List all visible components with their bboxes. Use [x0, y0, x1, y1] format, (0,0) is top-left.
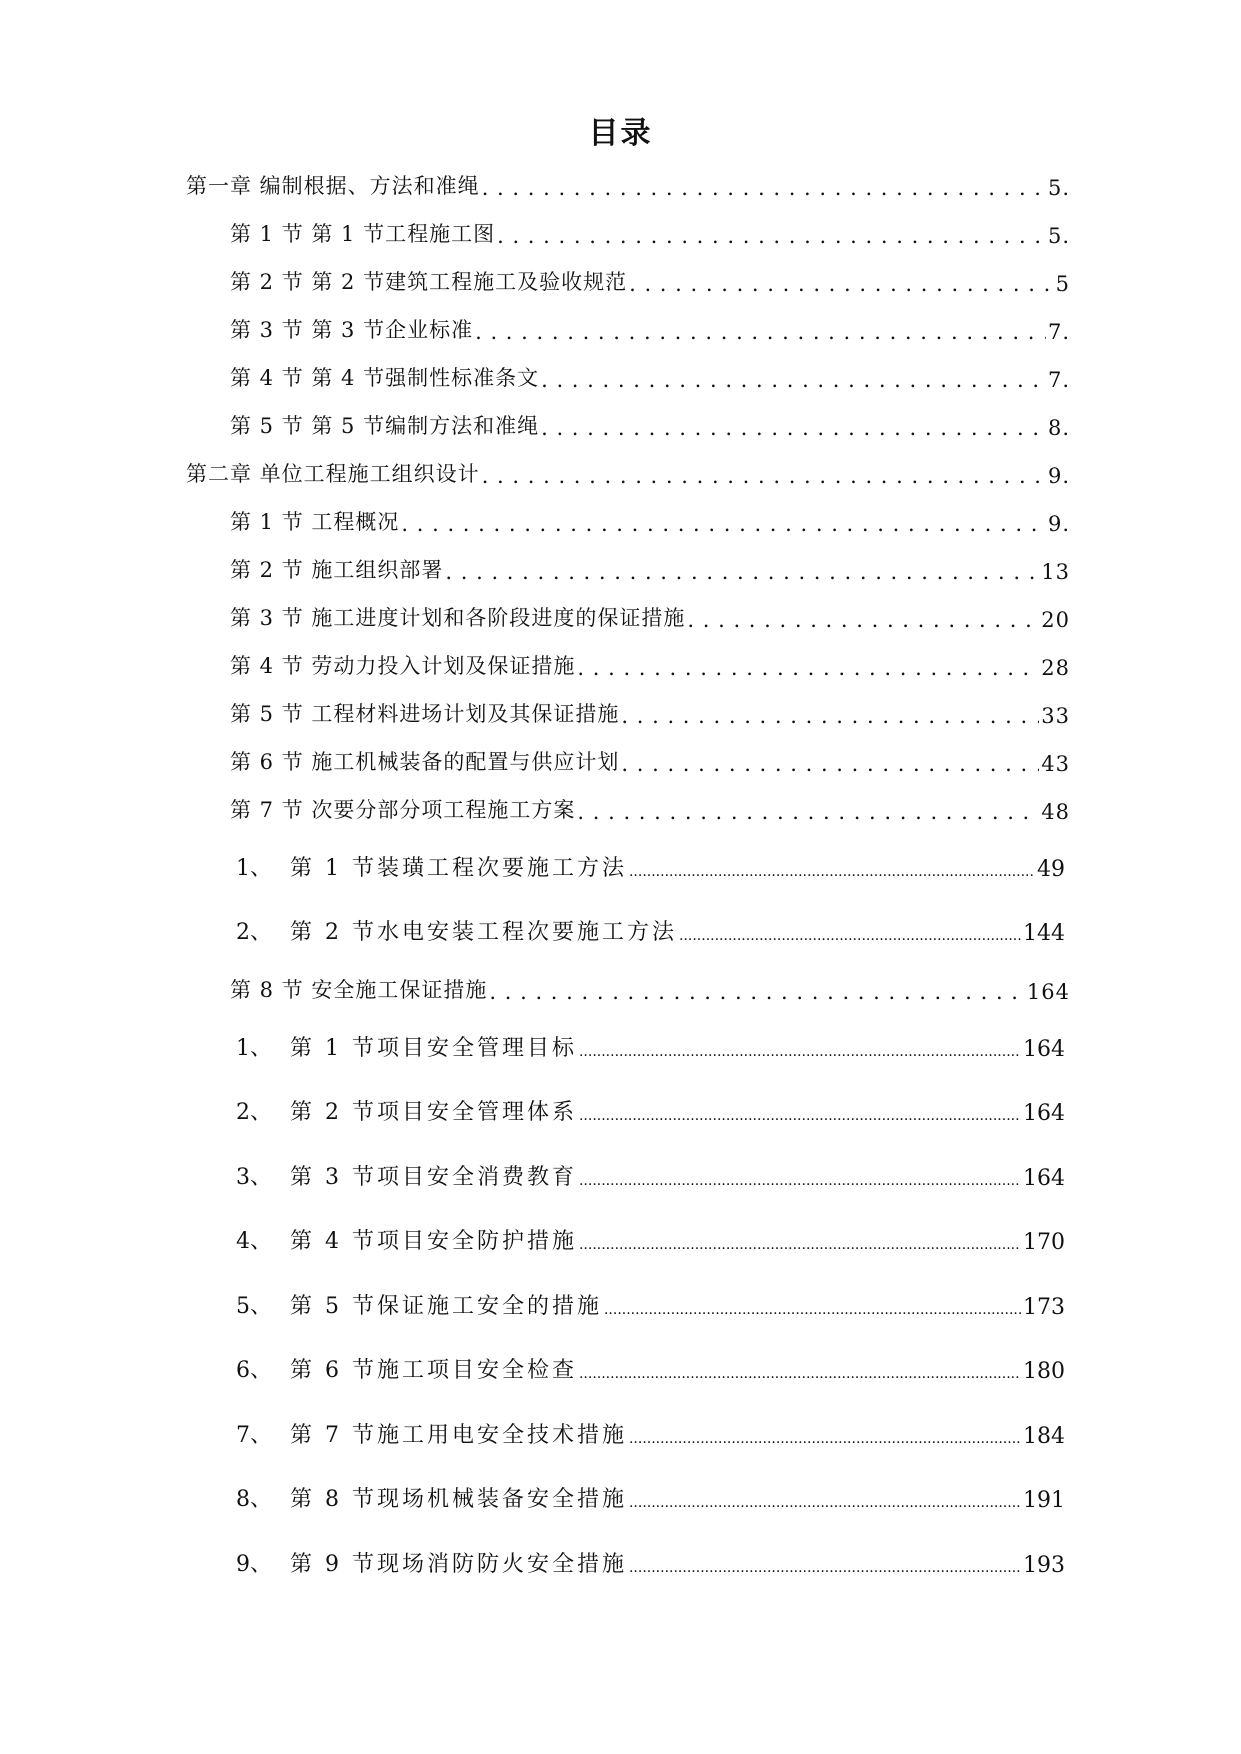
dot-leader: [579, 1230, 1021, 1255]
toc-entry-page: 164: [1023, 1101, 1065, 1126]
toc-entry-number: 2、: [236, 1100, 272, 1125]
toc-entry-label: 第 5 节 工程材料进场计划及其保证措施: [230, 702, 620, 726]
toc-entry-section[interactable]: [230, 602, 1070, 632]
toc-entry-section[interactable]: [230, 218, 1070, 248]
toc-entry-label: 第 1 节项目安全管理目标: [290, 1036, 577, 1061]
toc-entry-subsection[interactable]: [236, 1415, 1065, 1449]
toc-entry-label: 第 6 节 施工机械装备的配置与供应计划: [230, 750, 620, 774]
dot-leader: [687, 608, 1039, 632]
toc-entry-page: 49: [1037, 857, 1065, 882]
toc-entry-number: 6、: [236, 1358, 272, 1383]
toc-entry-section[interactable]: [230, 410, 1070, 440]
toc-entry-section[interactable]: [230, 506, 1070, 536]
toc-entry-label: 第 3 节 施工进度计划和各阶段进度的保证措施: [230, 606, 686, 630]
toc-entry-subsection[interactable]: [236, 1286, 1065, 1320]
dot-leader: [541, 368, 1046, 392]
toc-entry-page: 7.: [1047, 368, 1070, 392]
toc-entry-number: 4、: [236, 1229, 272, 1254]
dot-leader: [579, 1101, 1021, 1126]
toc-entry-label: 第 9 节现场消防防火安全措施: [290, 1552, 627, 1577]
toc-entry-section[interactable]: [230, 698, 1070, 728]
dot-leader: [679, 921, 1021, 946]
toc-entry-section[interactable]: [230, 266, 1070, 296]
dot-leader: [489, 980, 1025, 1004]
toc-entry-label: 第 4 节 第 4 节强制性标准条文: [230, 366, 540, 390]
toc-entry-label: 第 2 节项目安全管理体系: [290, 1100, 577, 1125]
dot-leader: [482, 464, 1046, 488]
toc-entry-subsection[interactable]: [236, 1350, 1065, 1384]
dot-leader: [629, 1553, 1021, 1578]
toc-entry-page: 5: [1055, 272, 1070, 296]
toc-entry-section[interactable]: [230, 746, 1070, 776]
toc-entry-number: 5、: [236, 1294, 272, 1319]
toc-entry-page: 28: [1041, 656, 1070, 680]
toc-entry-label: 第 4 节 劳动力投入计划及保证措施: [230, 654, 576, 678]
toc-entry-label: 第 8 节现场机械装备安全措施: [290, 1487, 627, 1512]
dot-leader: [579, 1037, 1021, 1062]
toc-entry-section[interactable]: [230, 794, 1070, 824]
toc-entry-page: 48: [1041, 800, 1070, 824]
toc-entry-label: 第 2 节 第 2 节建筑工程施工及验收规范: [230, 270, 628, 294]
toc-entry-page: 7.: [1047, 320, 1070, 344]
toc-entry-page: 193: [1023, 1553, 1065, 1578]
toc-entry-label: 第 2 节水电安装工程次要施工方法: [290, 920, 677, 945]
toc-entry-label: 第 7 节施工用电安全技术措施: [290, 1423, 627, 1448]
toc-entry-chapter-1[interactable]: [186, 170, 1070, 200]
toc-entry-subsection[interactable]: [236, 1221, 1065, 1255]
toc-entry-page: 9.: [1047, 464, 1070, 488]
toc-entry-label: 第一章 编制根据、方法和准绳: [186, 174, 480, 198]
toc-entry-page: 20: [1041, 608, 1070, 632]
dot-leader: [629, 272, 1054, 296]
toc-entry-page: 164: [1026, 980, 1070, 1004]
toc-title: 目录: [588, 116, 653, 151]
dot-leader: [445, 560, 1039, 584]
toc-entry-page: 9.: [1047, 512, 1070, 536]
dot-leader: [621, 752, 1039, 776]
toc-entry-page: 191: [1023, 1488, 1065, 1513]
toc-entry-page: 5.: [1047, 224, 1070, 248]
toc-entry-page: 8.: [1047, 416, 1070, 440]
toc-entry-label: 第 5 节保证施工安全的措施: [290, 1294, 602, 1319]
toc-entry-section[interactable]: [230, 554, 1070, 584]
dot-leader: [577, 800, 1039, 824]
toc-entry-subsection[interactable]: [236, 1479, 1065, 1513]
dot-leader: [577, 656, 1039, 680]
toc-entry-section[interactable]: [230, 362, 1070, 392]
toc-entry-number: 9、: [236, 1552, 272, 1577]
dot-leader: [482, 176, 1046, 200]
toc-entry-page: 5.: [1047, 176, 1070, 200]
toc-entry-label: 第 1 节装璜工程次要施工方法: [290, 856, 627, 881]
dot-leader: [621, 704, 1039, 728]
dot-leader: [541, 416, 1046, 440]
toc-entry-page: 164: [1023, 1037, 1065, 1062]
toc-entry-subsection[interactable]: [236, 1092, 1065, 1126]
dot-leader: [604, 1295, 1021, 1320]
toc-entry-label: 第 5 节 第 5 节编制方法和准绳: [230, 414, 540, 438]
toc-entry-number: 2、: [236, 920, 272, 945]
toc-entry-number: 1、: [236, 1036, 272, 1061]
toc-entry-subsection[interactable]: [236, 912, 1065, 946]
dot-leader: [579, 1359, 1021, 1384]
toc-entry-label: 第 3 节 第 3 节企业标准: [230, 318, 474, 342]
toc-entry-label: 第 3 节项目安全消费教育: [290, 1165, 577, 1190]
toc-entry-number: 1、: [236, 856, 272, 881]
toc-entry-label: 第 1 节 第 1 节工程施工图: [230, 222, 496, 246]
toc-entry-label: 第二章 单位工程施工组织设计: [186, 462, 480, 486]
toc-entry-subsection[interactable]: [236, 1028, 1065, 1062]
toc-entry-page: 13: [1041, 560, 1070, 584]
toc-entry-subsection[interactable]: [236, 1544, 1065, 1578]
toc-entry-page: 180: [1023, 1359, 1065, 1384]
dot-leader: [629, 1488, 1021, 1513]
toc-entry-page: 33: [1041, 704, 1070, 728]
toc-entry-number: 7、: [236, 1423, 272, 1448]
toc-entry-label: 第 2 节 施工组织部署: [230, 558, 444, 582]
dot-leader: [475, 320, 1046, 344]
dot-leader: [401, 512, 1046, 536]
toc-entry-section[interactable]: [230, 314, 1070, 344]
toc-entry-label: 第 6 节施工项目安全检查: [290, 1358, 577, 1383]
dot-leader: [579, 1166, 1021, 1191]
dot-leader: [497, 224, 1046, 248]
toc-entry-number: 8、: [236, 1487, 272, 1512]
toc-entry-label: 第 1 节 工程概况: [230, 510, 400, 534]
toc-entry-page: 173: [1023, 1295, 1065, 1320]
toc-entry-label: 第 7 节 次要分部分项工程施工方案: [230, 798, 576, 822]
toc-entry-subsection[interactable]: [236, 1157, 1065, 1191]
toc-entry-page: 164: [1023, 1166, 1065, 1191]
toc-entry-number: 3、: [236, 1165, 272, 1190]
toc-entry-section[interactable]: [230, 650, 1070, 680]
toc-entry-page: 144: [1023, 921, 1065, 946]
toc-entry-page: 184: [1023, 1424, 1065, 1449]
dot-leader: [629, 857, 1035, 882]
toc-entry-subsection[interactable]: [236, 848, 1065, 882]
dot-leader: [629, 1424, 1021, 1449]
toc-entry-section[interactable]: [230, 974, 1070, 1004]
toc-entry-page: 43: [1041, 752, 1070, 776]
toc-entry-chapter-2[interactable]: [186, 458, 1070, 488]
toc-entry-label: 第 8 节 安全施工保证措施: [230, 978, 488, 1002]
toc-entry-label: 第 4 节项目安全防护措施: [290, 1229, 577, 1254]
toc-entry-page: 170: [1023, 1230, 1065, 1255]
